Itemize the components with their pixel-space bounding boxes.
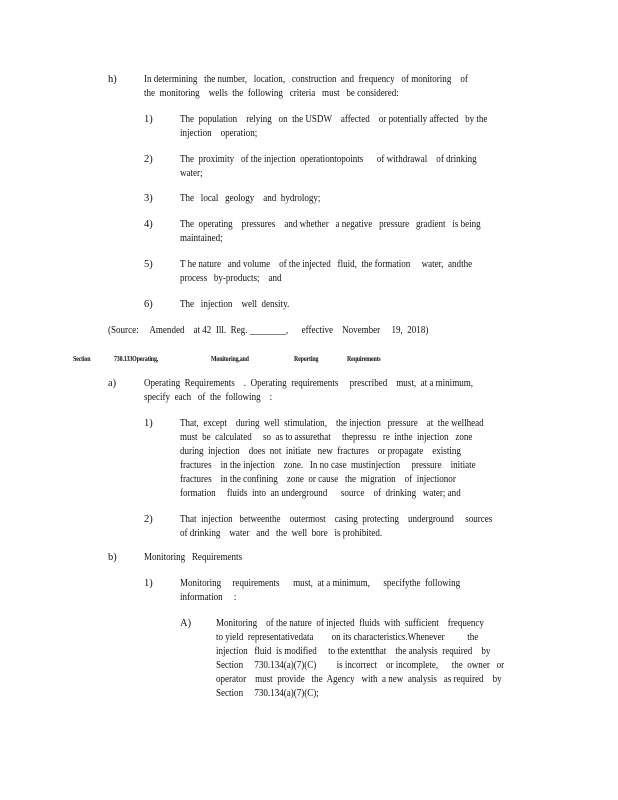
text-line: fractures in the confining zone or cause the migration of injectionor bbox=[180, 473, 456, 485]
text-line: The injection well density. bbox=[180, 299, 290, 310]
text-line: That, except during well stimulation, the injection pressure at the wellhead bbox=[180, 418, 484, 429]
section-number: 730.133Operating, bbox=[114, 354, 159, 363]
text-line: Section 730.134(a)(7)(C) is incorrect or incomplete, the owner or bbox=[216, 659, 505, 671]
item-label-a1: 1) bbox=[144, 418, 153, 429]
text-line: The population relying on the USDW affected or potentially affected by the bbox=[180, 114, 488, 125]
text-line: must be calculated so as to assurethat thepressu re inthe injection zone bbox=[180, 431, 473, 443]
paragraph-h bbox=[144, 73, 521, 101]
item-label-h1: 1) bbox=[144, 114, 153, 125]
paragraph-h4 bbox=[180, 218, 530, 246]
text-line: In determining the number, location, construction and frequency of monitoring of bbox=[144, 74, 468, 85]
text-line: The proximity of the injection operationtopoints of withdrawal of drinking bbox=[180, 154, 477, 165]
paragraph-h1 bbox=[180, 113, 538, 141]
item-label-a2: 2) bbox=[144, 514, 153, 525]
item-label-b1A: A) bbox=[180, 618, 192, 629]
text-line: during injection does not initiate new fractures or propagate existing bbox=[180, 445, 461, 457]
text-line: Monitoring of the nature of injected fluids with sufficient frequency bbox=[216, 618, 484, 629]
source-blank: ________ bbox=[249, 325, 286, 336]
paragraph-h2 bbox=[180, 153, 525, 181]
text-line: of drinking water and the well bore is prohibited. bbox=[180, 527, 383, 539]
item-label-h4: 4) bbox=[144, 219, 153, 230]
text-line: Section 730.134(a)(7)(C); bbox=[216, 687, 319, 699]
paragraph-a1 bbox=[180, 417, 533, 500]
item-label-h5: 5) bbox=[144, 259, 153, 270]
text-line: formation fluids into an underground source of drinking water; and bbox=[180, 487, 461, 499]
item-label-h2: 2) bbox=[144, 154, 153, 165]
source-note bbox=[108, 324, 428, 338]
text-line: specify each of the following : bbox=[144, 391, 273, 403]
text-line: to yield representativedata on its characteristics.Whenever the bbox=[216, 631, 479, 643]
item-label-h: h) bbox=[108, 74, 117, 85]
text-line: The local geology and hydrology; bbox=[180, 193, 321, 204]
paragraph-h3 bbox=[180, 192, 343, 206]
source-prefix: (Source: Amended at 42 Ill. Reg. bbox=[108, 325, 248, 336]
text-line: water; bbox=[180, 167, 203, 179]
paragraph-b1A bbox=[216, 617, 551, 700]
paragraph-h6 bbox=[180, 298, 307, 312]
text-line: The operating pressures and whether a negative pressure gradient is being bbox=[180, 219, 481, 230]
text-line: That injection betweenthe outermost casing protecting underground sources bbox=[180, 514, 493, 525]
paragraph-a2 bbox=[180, 513, 543, 541]
section-label: Section bbox=[73, 354, 91, 363]
section-word-reporting: Reporting bbox=[294, 354, 319, 363]
text-line: maintained; bbox=[180, 232, 223, 244]
text-line: Operating Requirements . Operating requirements prescribed must, at a minimum, bbox=[144, 378, 474, 389]
text-line: the monitoring wells the following criteria must be considered: bbox=[144, 87, 399, 99]
text-line: Monitoring requirements must, at a minimum, specifythe following bbox=[180, 578, 461, 589]
item-label-a: a) bbox=[108, 378, 117, 389]
heading-monitoring-requirements: Monitoring Requirements bbox=[144, 552, 243, 563]
text-line: injection operation; bbox=[180, 127, 258, 139]
text-line: injection fluid is modified to the extentthat the analysis required by bbox=[216, 645, 491, 657]
paragraph-h5 bbox=[180, 258, 520, 286]
text-line: information : bbox=[180, 591, 237, 603]
text-line: process by-products; and bbox=[180, 272, 282, 284]
item-label-h6: 6) bbox=[144, 299, 153, 310]
text-line: T he nature and volume of the injected fluid, the formation water, andthe bbox=[180, 259, 473, 270]
paragraph-a bbox=[144, 377, 527, 405]
section-word-requirements: Requirements bbox=[347, 354, 381, 363]
section-word-monitoring: Monitoring,and bbox=[211, 354, 249, 363]
text-line: fractures in the injection zone. In no case mustinjection pressure initiate bbox=[180, 459, 476, 471]
paragraph-b1 bbox=[180, 577, 506, 605]
item-label-b: b) bbox=[108, 552, 117, 563]
item-label-b1: 1) bbox=[144, 578, 153, 589]
source-suffix: , effective November 19, 2018) bbox=[285, 325, 429, 336]
item-label-h3: 3) bbox=[144, 193, 153, 204]
text-line: operator must provide the Agency with a new analysis as required by bbox=[216, 673, 502, 685]
